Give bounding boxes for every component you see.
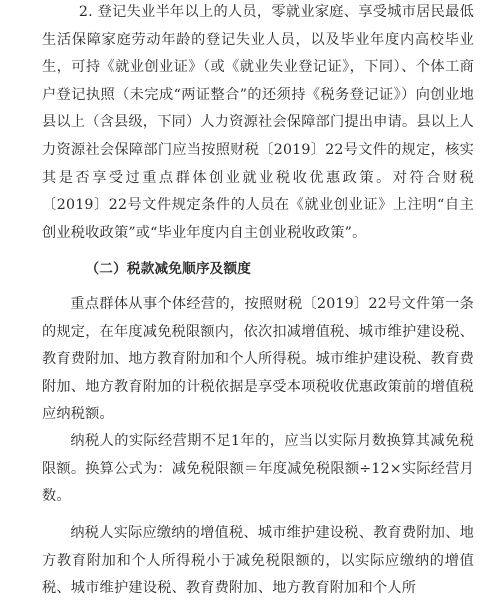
paragraph-actual-tax-below-limit: 纳税人实际应缴纳的增值税、城市维护建设税、教育费附加、地方教育附加和个人所得税小于减免税限额的，以实际应缴纳的增值税、城市维护建设税、教育费附加、地方教育附加和个人所 [42, 525, 474, 597]
paragraph-partial-year-formula: 纳税人的实际经营期不足1年的，应当以实际月数换算其减免税限额。换算公式为：减免税限额＝年度减免税限额÷12×实际经营月数。 [42, 433, 474, 505]
paragraph-deduction-order: 重点群体从事个体经营的，按照财税〔2019〕22号文件第一条的规定，在年度减免税限额内，依次扣减增值税、城市维护建设税、教育费附加、地方教育附加和个人所得税。城市维护建设税、教育费附加、地方教育附加的计税依据是享受本项税收优惠政策前的增值税应纳税额。 [42, 296, 474, 423]
section-heading-tax-reduction-order: （二）税款减免顺序及额度 [85, 261, 252, 277]
paragraph-eligibility-procedure: 2. 登记失业半年以上的人员，零就业家庭、享受城市居民最低生活保障家庭劳动年龄的登记失业人员，以及毕业年度内高校毕业生，可持《就业创业证》（或《就业失业登记证》，下同）、个体工商户登记执照（未完成“两证整合”的还须持《税务登记证》）向创业地县以上（含县级，下同）人力资源社会保障部门提出申请。县以上人力资源社会保障部门应当按照财税〔2019〕22号文件的规定，核实其是否享受过重点群体创业就业税收优惠政策。对符合财税〔2019〕22号文件规定条件的人员在《就业创业证》上注明“自主创业税收政策”或“毕业年度内自主创业税收政策”。 [42, 4, 474, 241]
